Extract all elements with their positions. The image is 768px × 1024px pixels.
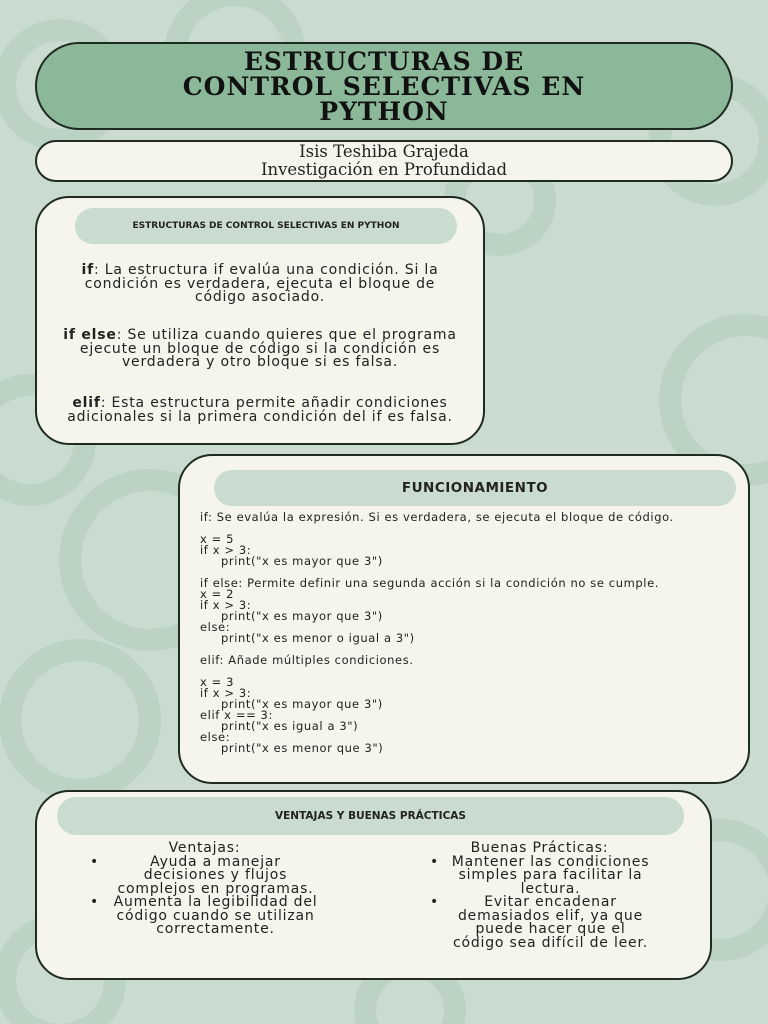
title-banner bbox=[35, 42, 733, 130]
list-item: • Mantener las condiciones simples para facilitar la lectura. bbox=[422, 856, 657, 897]
elif-description: elif: Añade múltiples condiciones. bbox=[200, 653, 414, 667]
funcionamiento-heading: FUNCIONAMIENTO bbox=[214, 470, 736, 506]
page-title bbox=[182, 46, 586, 126]
ventajas-list bbox=[82, 853, 327, 937]
if-description: if: Se evalúa la expresión. Si es verdadera, se ejecuta el bloque de código. bbox=[200, 510, 674, 524]
intro-elif-paragraph bbox=[57, 397, 463, 424]
buenas-practicas-title: Buenas Prácticas: bbox=[470, 840, 609, 856]
ventajas-heading: VENTAJAS Y BUENAS PRÁCTICAS bbox=[57, 797, 684, 835]
code-line: x = 5 bbox=[200, 532, 235, 546]
intro-heading: ESTRUCTURAS DE CONTROL SELECTIVAS EN PYTHON bbox=[75, 208, 457, 244]
desc-elif: : Esta estructura permite añadir condiciones adicionales si la primera condición del if es falsa. bbox=[67, 395, 453, 425]
funcionamiento-card bbox=[178, 454, 750, 784]
buenas-practicas-list bbox=[422, 853, 657, 951]
term-ifelse: if else bbox=[63, 327, 117, 343]
list-item: • Evitar encadenar demasiados elif, ya que puede hacer que el código sea difícil de leer. bbox=[422, 896, 657, 950]
title-line: CONTROL SELECTIVAS EN bbox=[182, 71, 586, 101]
desc-if: : La estructura if evalúa una condición. Si la condición es verdadera, ejecuta el bloque de código asociado. bbox=[84, 262, 439, 305]
ventajas-card bbox=[35, 790, 712, 980]
list-item: • Ayuda a manejar decisiones y flujos complejos en programas. bbox=[82, 856, 327, 897]
funcionamiento-body bbox=[200, 512, 732, 754]
title-line: PYTHON bbox=[319, 96, 449, 126]
code-line: print("x es mayor que 3") bbox=[221, 554, 383, 568]
intro-ifelse-paragraph bbox=[57, 329, 463, 370]
ventajas-title: Ventajas: bbox=[168, 840, 241, 856]
code-line: else: bbox=[200, 620, 231, 634]
intro-card bbox=[35, 196, 485, 445]
buenas-practicas-column bbox=[422, 842, 657, 950]
code-line: if x > 3: bbox=[200, 686, 252, 700]
term-if: if bbox=[81, 262, 94, 278]
desc-ifelse: : Se utiliza cuando quieres que el programa ejecute un bloque de código si la condición es verdadera y otro bloque si es falsa. bbox=[79, 327, 457, 370]
ifelse-description: if else: Permite definir una segunda acción si la condición no se cumple. bbox=[200, 576, 660, 590]
code-line: if x > 3: bbox=[200, 543, 252, 557]
list-item: • Aumenta la legibilidad del código cuando se utilizan correctamente. bbox=[82, 896, 327, 937]
ventajas-column bbox=[82, 842, 327, 937]
code-line: x = 2 bbox=[200, 587, 235, 601]
code-line: print("x es mayor que 3") bbox=[221, 609, 383, 623]
term-elif: elif bbox=[72, 395, 101, 411]
code-line: x = 3 bbox=[200, 675, 235, 689]
title-line: ESTRUCTURAS DE bbox=[243, 46, 525, 76]
code-line: elif x == 3: bbox=[200, 708, 273, 722]
author-name: Isis Teshiba Grajeda bbox=[299, 142, 469, 161]
code-line: else: bbox=[200, 730, 231, 744]
code-line: print("x es menor o igual a 3") bbox=[221, 631, 415, 645]
code-line: print("x es mayor que 3") bbox=[221, 697, 383, 711]
author-banner bbox=[35, 140, 733, 182]
code-line: print("x es menor que 3") bbox=[221, 741, 384, 755]
subtitle: Investigación en Profundidad bbox=[260, 160, 508, 179]
code-line: if x > 3: bbox=[200, 598, 252, 612]
intro-if-paragraph bbox=[57, 264, 463, 305]
code-line: print("x es igual a 3") bbox=[221, 719, 359, 733]
